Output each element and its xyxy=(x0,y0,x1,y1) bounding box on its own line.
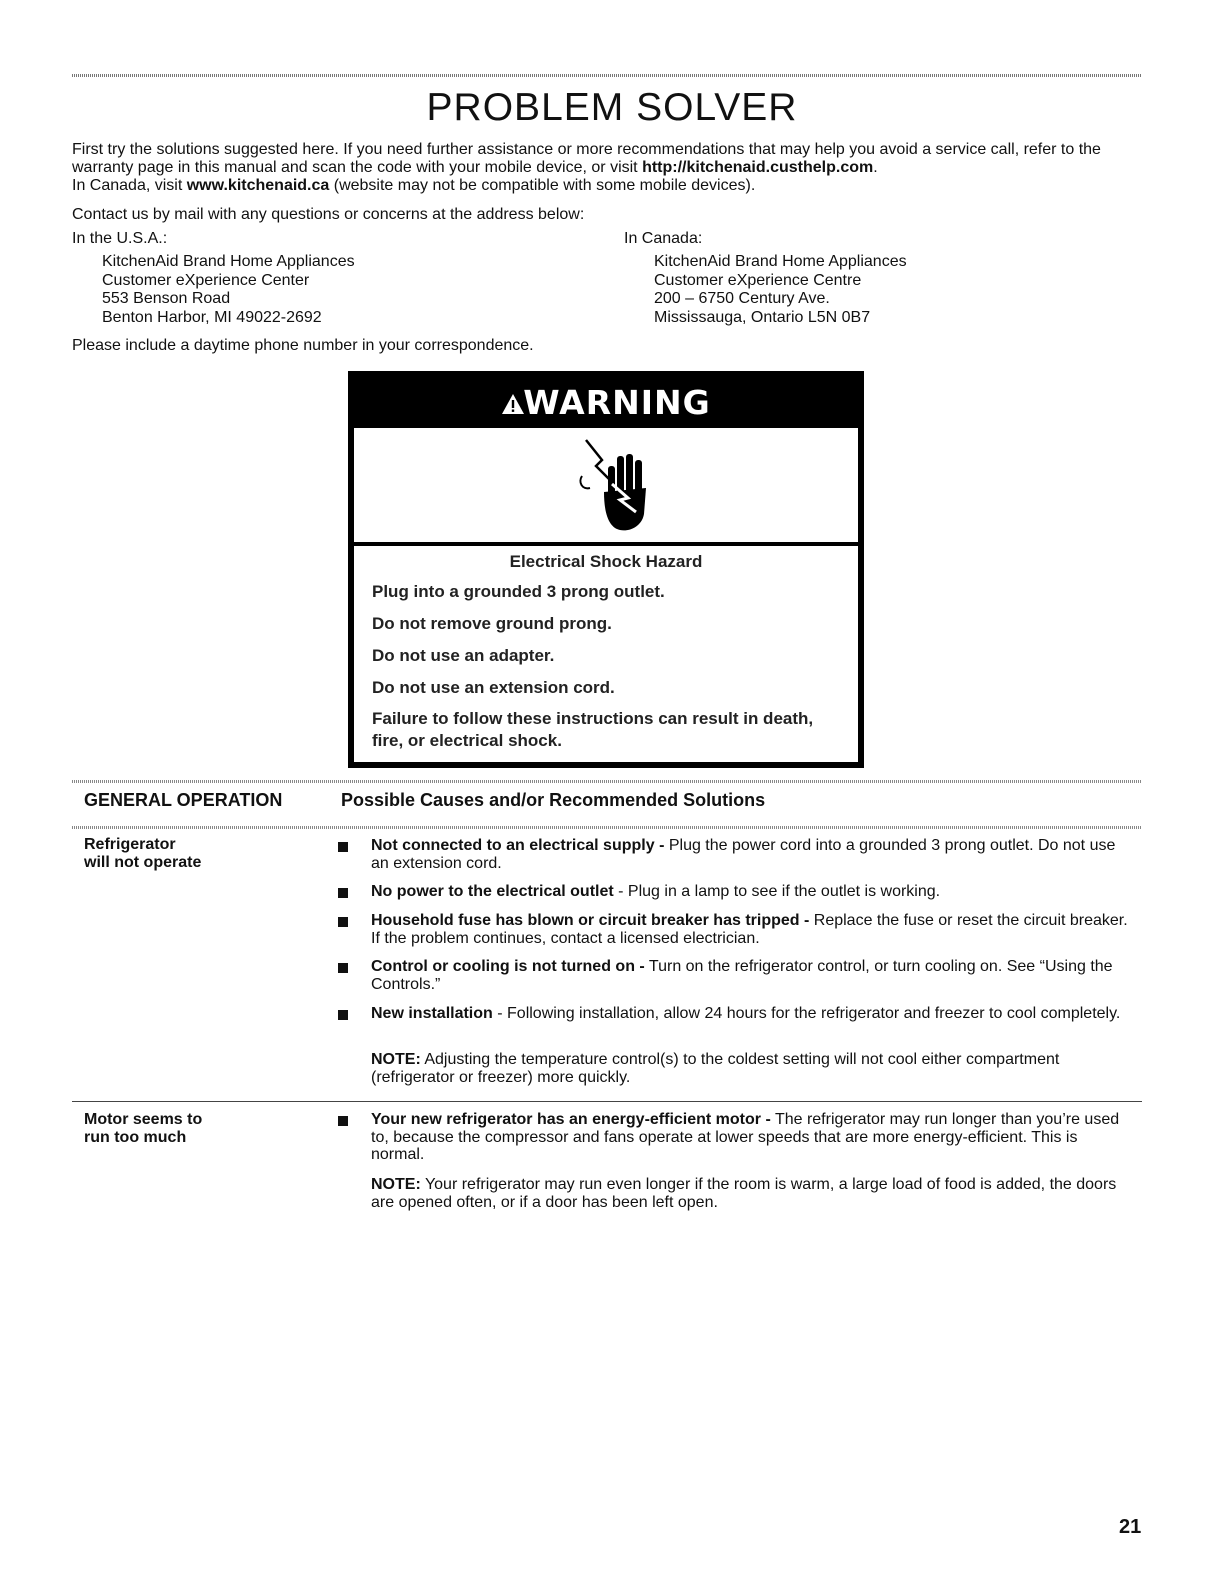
canada-address-line: KitchenAid Brand Home Appliances xyxy=(654,253,907,270)
warning-header xyxy=(351,374,861,426)
list-item: Not connected to an electrical supply - Plug the power cord into a grounded 3 prong outlet. Do not use an extension cord. xyxy=(338,837,1128,872)
list-item: Household fuse has blown or circuit breaker has tripped - Replace the fuse or reset the circuit breaker. If the problem continues, contact a licensed electrician. xyxy=(338,912,1128,947)
electrical-shock-hand-icon xyxy=(574,436,654,536)
page-number: 21 xyxy=(1119,1516,1142,1538)
bullet-icon xyxy=(338,888,348,898)
canada-address-line: 200 – 6750 Century Ave. xyxy=(654,290,830,307)
usa-address-line: 553 Benson Road xyxy=(102,290,231,307)
warning-icon-panel xyxy=(354,428,858,542)
bullet-icon xyxy=(338,963,348,973)
top-divider xyxy=(72,74,1142,77)
warning-triangle-icon xyxy=(501,393,525,415)
usa-address-line: KitchenAid Brand Home Appliances xyxy=(102,253,355,270)
bullet-icon xyxy=(338,917,348,927)
hazard-line: Do not use an extension cord. xyxy=(372,678,615,697)
canada-address xyxy=(654,253,907,327)
warning-text-panel xyxy=(354,546,858,762)
warning-box xyxy=(348,371,864,768)
table-header-divider xyxy=(72,826,1142,829)
list-item: Control or cooling is not turned on - Turn on the refrigerator control, or turn cooling on. See “Using the Controls.” xyxy=(338,958,1128,993)
page-title: PROBLEM SOLVER xyxy=(426,86,798,129)
hazard-title: Electrical Shock Hazard xyxy=(509,552,703,571)
hazard-line: Do not remove ground prong. xyxy=(372,614,612,633)
kitchenaid-ca-link[interactable]: www.kitchenaid.ca xyxy=(186,177,330,194)
note: NOTE: Adjusting the temperature control(s) to the coldest setting will not cool either compartment (refrigerator or freezer) more quickly. xyxy=(371,1051,1060,1086)
bullet-icon xyxy=(338,842,348,852)
bullet-icon xyxy=(338,1116,348,1126)
column-header-solutions: Possible Causes and/or Recommended Solutions xyxy=(341,790,766,810)
phone-note: Please include a daytime phone number in your correspondence. xyxy=(72,337,534,354)
column-header-general-operation: GENERAL OPERATION xyxy=(84,790,283,810)
list-item: New installation - Following installation, allow 24 hours for the refrigerator and freezer to cool completely. xyxy=(338,1005,1128,1023)
contact-lead: Contact us by mail with any questions or concerns at the address below: xyxy=(72,206,585,223)
usa-address-line: Customer eXperience Center xyxy=(102,271,310,289)
note: NOTE: Your refrigerator may run even longer if the room is warm, a large load of food is added, the doors are opened often, or if a door has been left open. xyxy=(371,1176,1117,1211)
intro-paragraph-2: In Canada, visit www.kitchenaid.ca (website may not be compatible with some mobile devices). xyxy=(72,177,756,194)
canada-label: In Canada: xyxy=(624,230,703,247)
warning-heading: WARNING xyxy=(523,383,711,422)
list-item: No power to the electrical outlet - Plug in a lamp to see if the outlet is working. xyxy=(338,883,1128,901)
usa-address-line: Benton Harbor, MI 49022-2692 xyxy=(102,308,322,326)
usa-label: In the U.S.A.: xyxy=(72,230,168,247)
hazard-consequence: Failure to follow these instructions can result in death, xyxy=(372,709,814,728)
intro-text xyxy=(72,141,1142,195)
problem-label: Motor seems to run too much xyxy=(84,1111,203,1146)
hazard-consequence: fire, or electrical shock. xyxy=(372,731,562,750)
bullet-icon xyxy=(338,1010,348,1020)
canada-address-line: Mississauga, Ontario L5N 0B7 xyxy=(654,308,871,326)
hazard-line: Plug into a grounded 3 prong outlet. xyxy=(372,582,665,601)
list-item: Your new refrigerator has an energy-efficient motor - The refrigerator may run longer than you’re used to, because the compressor and fans operate at lower speeds that are more energy-efficient. This is normal. xyxy=(338,1111,1128,1164)
usa-address xyxy=(102,253,355,327)
hazard-line: Do not use an adapter. xyxy=(372,646,555,665)
table-top-divider xyxy=(72,780,1142,783)
custhelp-link[interactable]: http://kitchenaid.custhelp.com xyxy=(642,159,874,176)
canada-address-line: Customer eXperience Centre xyxy=(654,271,862,289)
row-divider xyxy=(72,1101,1142,1102)
intro-paragraph-1: First try the solutions suggested here. If you need further assistance or more recommendations that may help you avoid a service call, refer to the warranty page in this manual and scan the code with your mobile device, or visit http://kitchenaid.custhelp.com. xyxy=(72,141,1101,176)
problem-label: Refrigerator will not operate xyxy=(84,836,202,871)
